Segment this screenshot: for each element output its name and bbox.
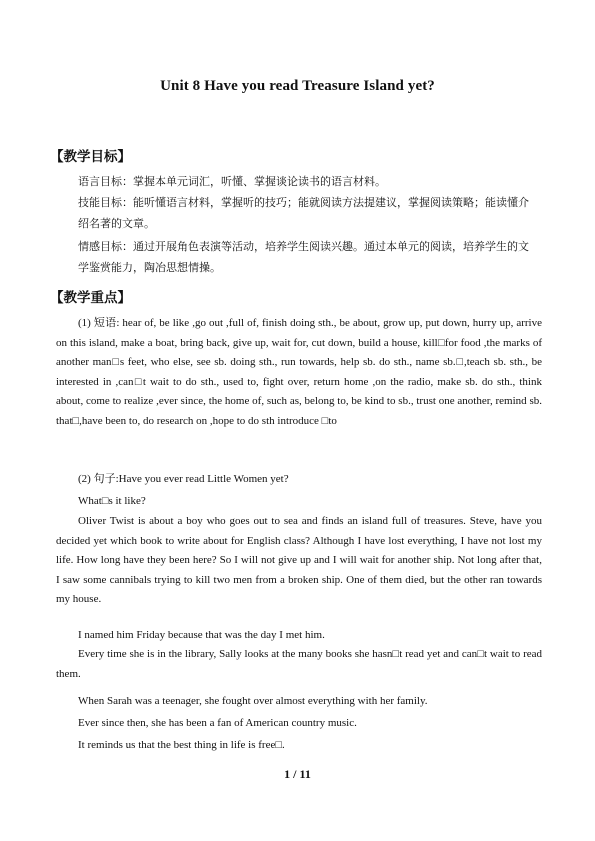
- phrases-paragraph: (1) 短语: hear of, be like ,go out ,full of, finish doing sth., be about, grow up, put down, hurry up, arrive on this island, make a boat, bring back, give up, wait for, cut down, build a house, kill□for food ,the marks of another man□s feet, who else, see sb. doing sth., run towards, help sb. do sth., name sb.□,teach sb. sth., be interested in ,can□t wait to do sth., used to, fight over, return home ,on the radio, make sb. do sth., think about, come to realize ,ever since, the home of, such as, belong to, be kind to sb., trust one another, remind sb. that□,have been to, do research on ,hope to do sth introduce □to: [56, 317, 542, 427]
- section-heading-goals: 【教学目标】: [50, 149, 131, 164]
- sentence-4: Every time she is in the library, Sally looks at the many books she hasn□t read yet and can□t wait to read them.: [56, 648, 542, 680]
- sentence-5: When Sarah was a teenager, she fought over almost everything with her family.: [78, 695, 428, 707]
- sentence-1: What□s it like?: [78, 495, 146, 507]
- sentence-7: It reminds us that the best thing in life is free□.: [78, 739, 285, 751]
- sentence-6: Ever since then, she has been a fan of American country music.: [78, 717, 357, 729]
- page-number: 1 / 11: [284, 767, 311, 781]
- document-title: Unit 8 Have you read Treasure Island yet?: [160, 78, 435, 94]
- sentences-label: (2) 句子:Have you ever read Little Women yet?: [78, 473, 289, 485]
- goal-emotion: 情感目标：通过开展角色表演等活动，培养学生阅读兴趣。通过本单元的阅读，培养学生的文学鉴赏能力，陶冶思想情操。: [78, 241, 529, 274]
- goal-language: 语言目标：掌握本单元词汇，听懂、掌握谈论读书的语言材料。: [78, 176, 386, 188]
- sentence-3: I named him Friday because that was the day I met him.: [78, 629, 325, 641]
- sentence-2: Oliver Twist is about a boy who goes out to sea and finds an island full of treasures. Steve, have you decided yet which book to write about for English class? Although I have lost everything, I have not lost my life. How long have they been here? So I will not give up and I will wait for another ship. Not long after that, I saw some cannibals trying to kill two men from a broken ship. One of them died, but the other ran towards my house.: [56, 515, 542, 606]
- section-heading-key-points: 【教学重点】: [50, 290, 131, 305]
- goal-skill: 技能目标：能听懂语言材料，掌握听的技巧；能就阅读方法提建议，掌握阅读策略；能读懂介绍名著的文章。: [78, 197, 529, 230]
